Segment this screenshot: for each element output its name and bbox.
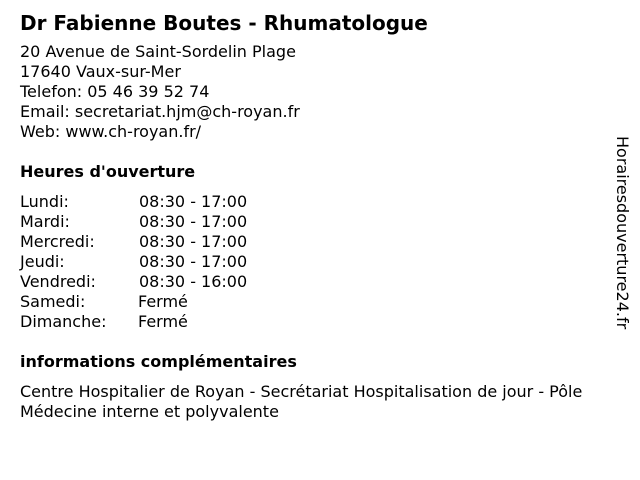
hours-day-label: Mardi: xyxy=(20,212,70,231)
additional-info-text: Centre Hospitalier de Royan - Secrétariat Hospitalisation de jour - Pôle Médecine interne et polyvalente xyxy=(20,382,583,421)
hours-row-sunday xyxy=(20,312,600,332)
hours-day-label: Vendredi: xyxy=(20,272,96,291)
hours-day-label: Dimanche: xyxy=(20,312,107,331)
hours-row-saturday xyxy=(20,292,600,312)
website-url: Web: www.ch-royan.fr/ xyxy=(20,122,202,141)
hours-day-label: Jeudi: xyxy=(20,252,65,271)
hours-row-tuesday xyxy=(20,212,600,232)
phone-number: Telefon: 05 46 39 52 74 xyxy=(20,82,210,101)
practice-listing xyxy=(20,10,600,422)
hours-row-friday xyxy=(20,272,600,292)
hours-time-value: 08:30 - 17:00 xyxy=(139,212,248,231)
hours-day-label: Samedi: xyxy=(20,292,86,311)
site-watermark: Horairesdouverture24.fr xyxy=(613,136,632,330)
opening-hours-heading: Heures d'ouverture xyxy=(20,162,196,181)
hours-day-label: Lundi: xyxy=(20,192,69,211)
address-street: 20 Avenue de Saint-Sordelin Plage xyxy=(20,42,296,61)
hours-time-value: Fermé xyxy=(138,312,188,331)
hours-time-value: 08:30 - 16:00 xyxy=(139,272,248,291)
additional-info-heading: informations complémentaires xyxy=(20,352,297,371)
contact-block xyxy=(20,42,600,142)
hours-time-value: Fermé xyxy=(138,292,188,311)
email-address: Email: secretariat.hjm@ch-royan.fr xyxy=(20,102,300,121)
hours-day-label: Mercredi: xyxy=(20,232,95,251)
hours-row-wednesday xyxy=(20,232,600,252)
page-title: Dr Fabienne Boutes - Rhumatologue xyxy=(20,11,428,35)
hours-row-monday xyxy=(20,192,600,212)
opening-hours-table xyxy=(20,192,600,332)
address-city: 17640 Vaux-sur-Mer xyxy=(20,62,181,81)
hours-time-value: 08:30 - 17:00 xyxy=(139,232,248,251)
hours-row-thursday xyxy=(20,252,600,272)
hours-time-value: 08:30 - 17:00 xyxy=(139,252,248,271)
hours-time-value: 08:30 - 17:00 xyxy=(139,192,248,211)
